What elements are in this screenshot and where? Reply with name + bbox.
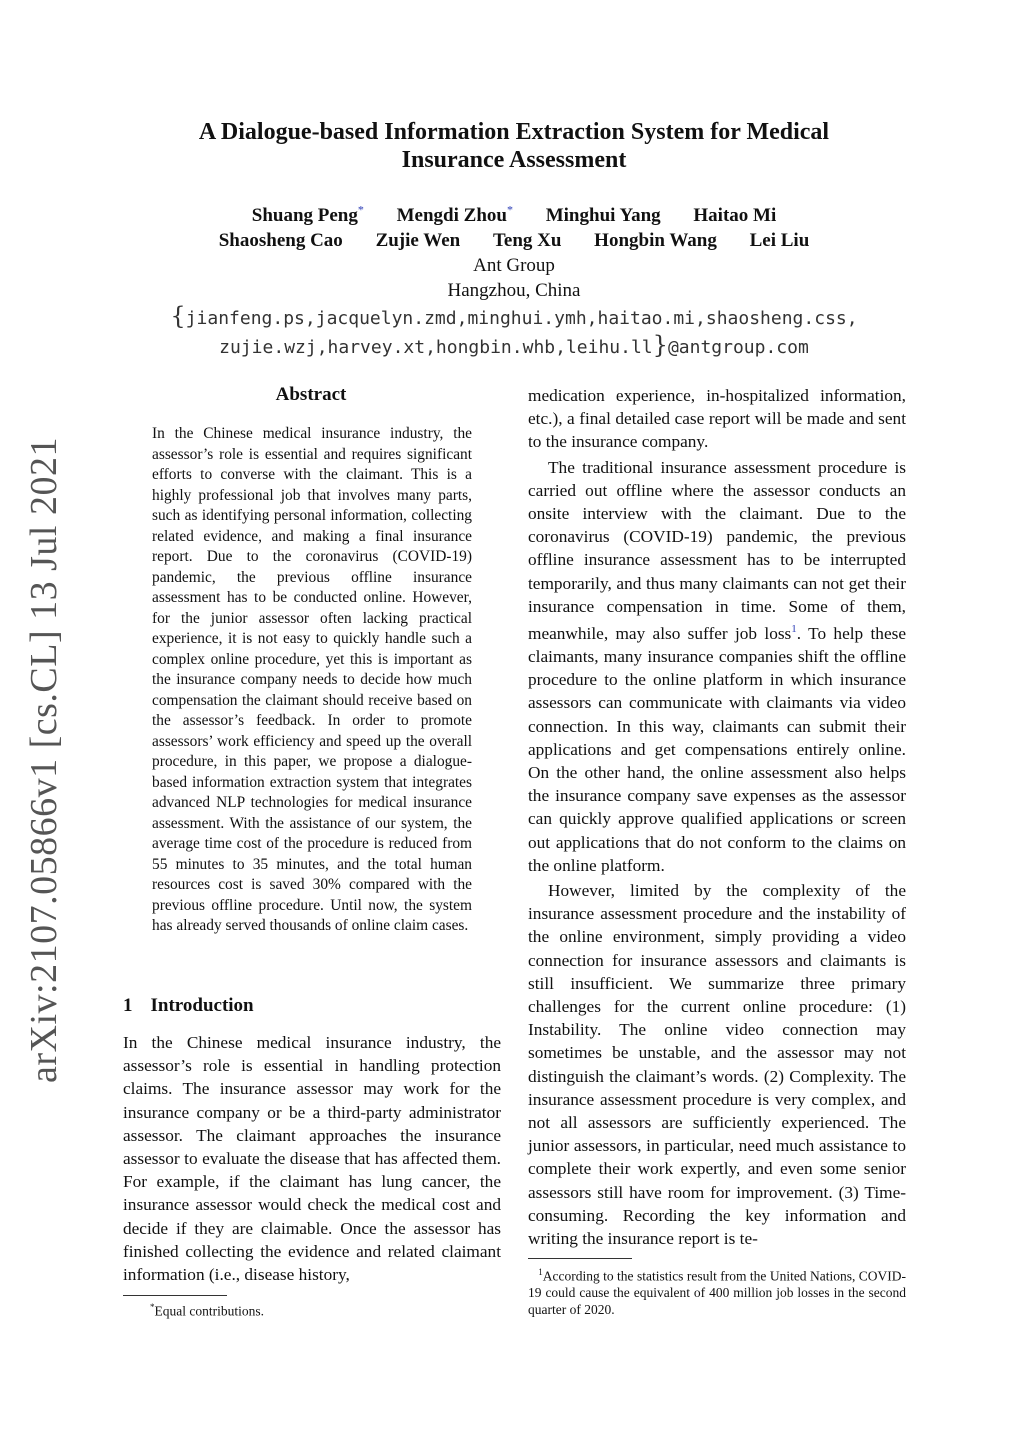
introduction-paragraph-1: In the Chinese medical insurance industry, the assessor’s role is essential in handling protection claims. The insurance assessor may work for the insurance company or be a third-party administrator assessor. The claimant approaches the insurance assessor to evaluate the disease that has affected them. For example, if the claimant has lung cancer, the insurance assessor would check the medical cost and decide if they are claimable. Once the assessor has finished collecting the evidence and related claimant information (i.e., disease history, [123,1033,501,1285]
arxiv-id-text: arXiv:2107.05866v1 [cs.CL] 13 Jul 2021 [23,437,66,1083]
paragraph-challenges: However, limited by the complexity of the insurance assessment procedure and the instability of the online environment, simply providing a video connection for insurance assessors and claimants is still insufficient. We summarize three primary challenges for the current online procedure: (1) Instability. The online video connection may sometimes be unstable, and the assessor may not distinguish the claimant’s words. (2) Complexity. The insurance assessment procedure is very complex, and not all assessors are sufficiently experienced. The junior assessors, in particular, need much assistance to complete their work expertly, and even some senior assessors still have room for improvement. (3) Time-consuming. Recording the key information and writing the insurance report is te- [528,881,906,1249]
author-name: Lei Liu [749,230,810,252]
author-emails [100,303,928,361]
footnote-link[interactable]: 1 [791,623,797,636]
affiliation-org: Ant Group [473,255,555,277]
abstract-heading: Abstract [275,384,347,405]
email-domain: @antgroup.com [667,337,809,359]
equal-contribution-mark: * [357,203,364,217]
arxiv-identifier-stamp [12,437,76,1083]
author-row-2 [100,228,928,253]
paper-title [150,118,878,174]
author-name: Hongbin Wang [594,230,717,252]
paragraph-traditional-procedure: The traditional insurance assessment procedure is carried out offline where the assessor conducts an onsite interview with the claimant. Due to the coronavirus (COVID-19) pandemic, the previous offline insurance assessment has to be interrupted temporarily, and thus many claimants can not get their insurance compensation in time. Some of them, meanwhile, may also suffer job loss$^1$. To help these claimants, many insurance companies shift the offline procedure to the online platform in which insurance assessors can communicate with claimants via video connection. In this way, claimants can submit their applications and get compensations entirely online. On the other hand, the online assessment also helps the insurance company save expenses as the assessor can quickly approve qualified applications or screen out applications that do not conform to the claims on the online platform. [528,457,907,875]
email-brace-close: } [652,331,668,360]
abstract-text: In the Chinese medical insurance industry, the assessor’s role is essential and requires significant efforts to converse with the claimant. This is a highly professional job that involves many parts, such as identifying personal information, collecting related evidence, and making a final insurance report. Due to the coronavirus (COVID-19) pandemic, the previous offline insurance assessment has to be conducted online. However, for the junior assessor often lacking practical experience, it is not easy to quickly handle such a complex online procedure, yet this is important as the insurance company needs to decide how much compensation the claimant should receive based on the assessor’s feedback. In order to promote assessors’ work efficiency and speed up the overall procedure, in this paper, we propose a dialogue-based information extraction system that integrates advanced NLP technologies for medical insurance assessment. With the assistance of our system, the average time cost of the procedure is reduced from 55 minutes to 35 minutes, and the total human resources cost is saved 30% compared with the previous offline procedure. Until now, the system has already served thousands of online claim cases. [152,425,472,934]
right-column [528,384,906,1250]
author-name: Minghui Yang [545,205,661,227]
section-heading-introduction [123,995,254,1017]
title-line-1: A Dialogue-based Information Extraction System for Medical [198,119,830,145]
footnote-rule [123,1295,227,1296]
author-name: Zujie Wen [375,230,461,252]
section-title: Introduction [150,995,254,1016]
author-block [100,198,928,361]
author-name: Mengdi Zhou* [396,203,513,227]
footnote-rule [528,1258,632,1259]
email-brace-open: { [170,302,186,331]
footnote-un-statistics: $^1$According to the statistics result from the United Nations, COVID-19 could cause the equivalent of 400 million job losses in the second quarter of 2020. [528,1267,906,1317]
equal-contribution-mark: * [506,203,513,217]
author-name: Shaosheng Cao [218,230,343,252]
affiliation-location: Hangzhou, China [447,280,581,302]
author-name: Haitao Mi [693,205,777,227]
section-number: 1 [123,995,133,1016]
footnote-equal-contribution: *Equal contributions. [150,1302,264,1319]
author-name: Shuang Peng* [251,203,364,227]
title-line-2: Insurance Assessment [401,147,627,173]
author-row-1 [100,198,928,228]
paragraph-continuation: medication experience, in-hospitalized information, etc.), a final detailed case report will be made and sent to the insurance company. [528,386,906,452]
email-list-line-2: zujie.wzj,harvey.xt,hongbin.whb,leihu.ll [219,337,653,359]
author-name: Teng Xu [492,230,562,252]
email-list-line-1: jianfeng.ps,jacquelyn.zmd,minghui.ymh,haitao.mi,shaosheng.css, [185,308,858,330]
